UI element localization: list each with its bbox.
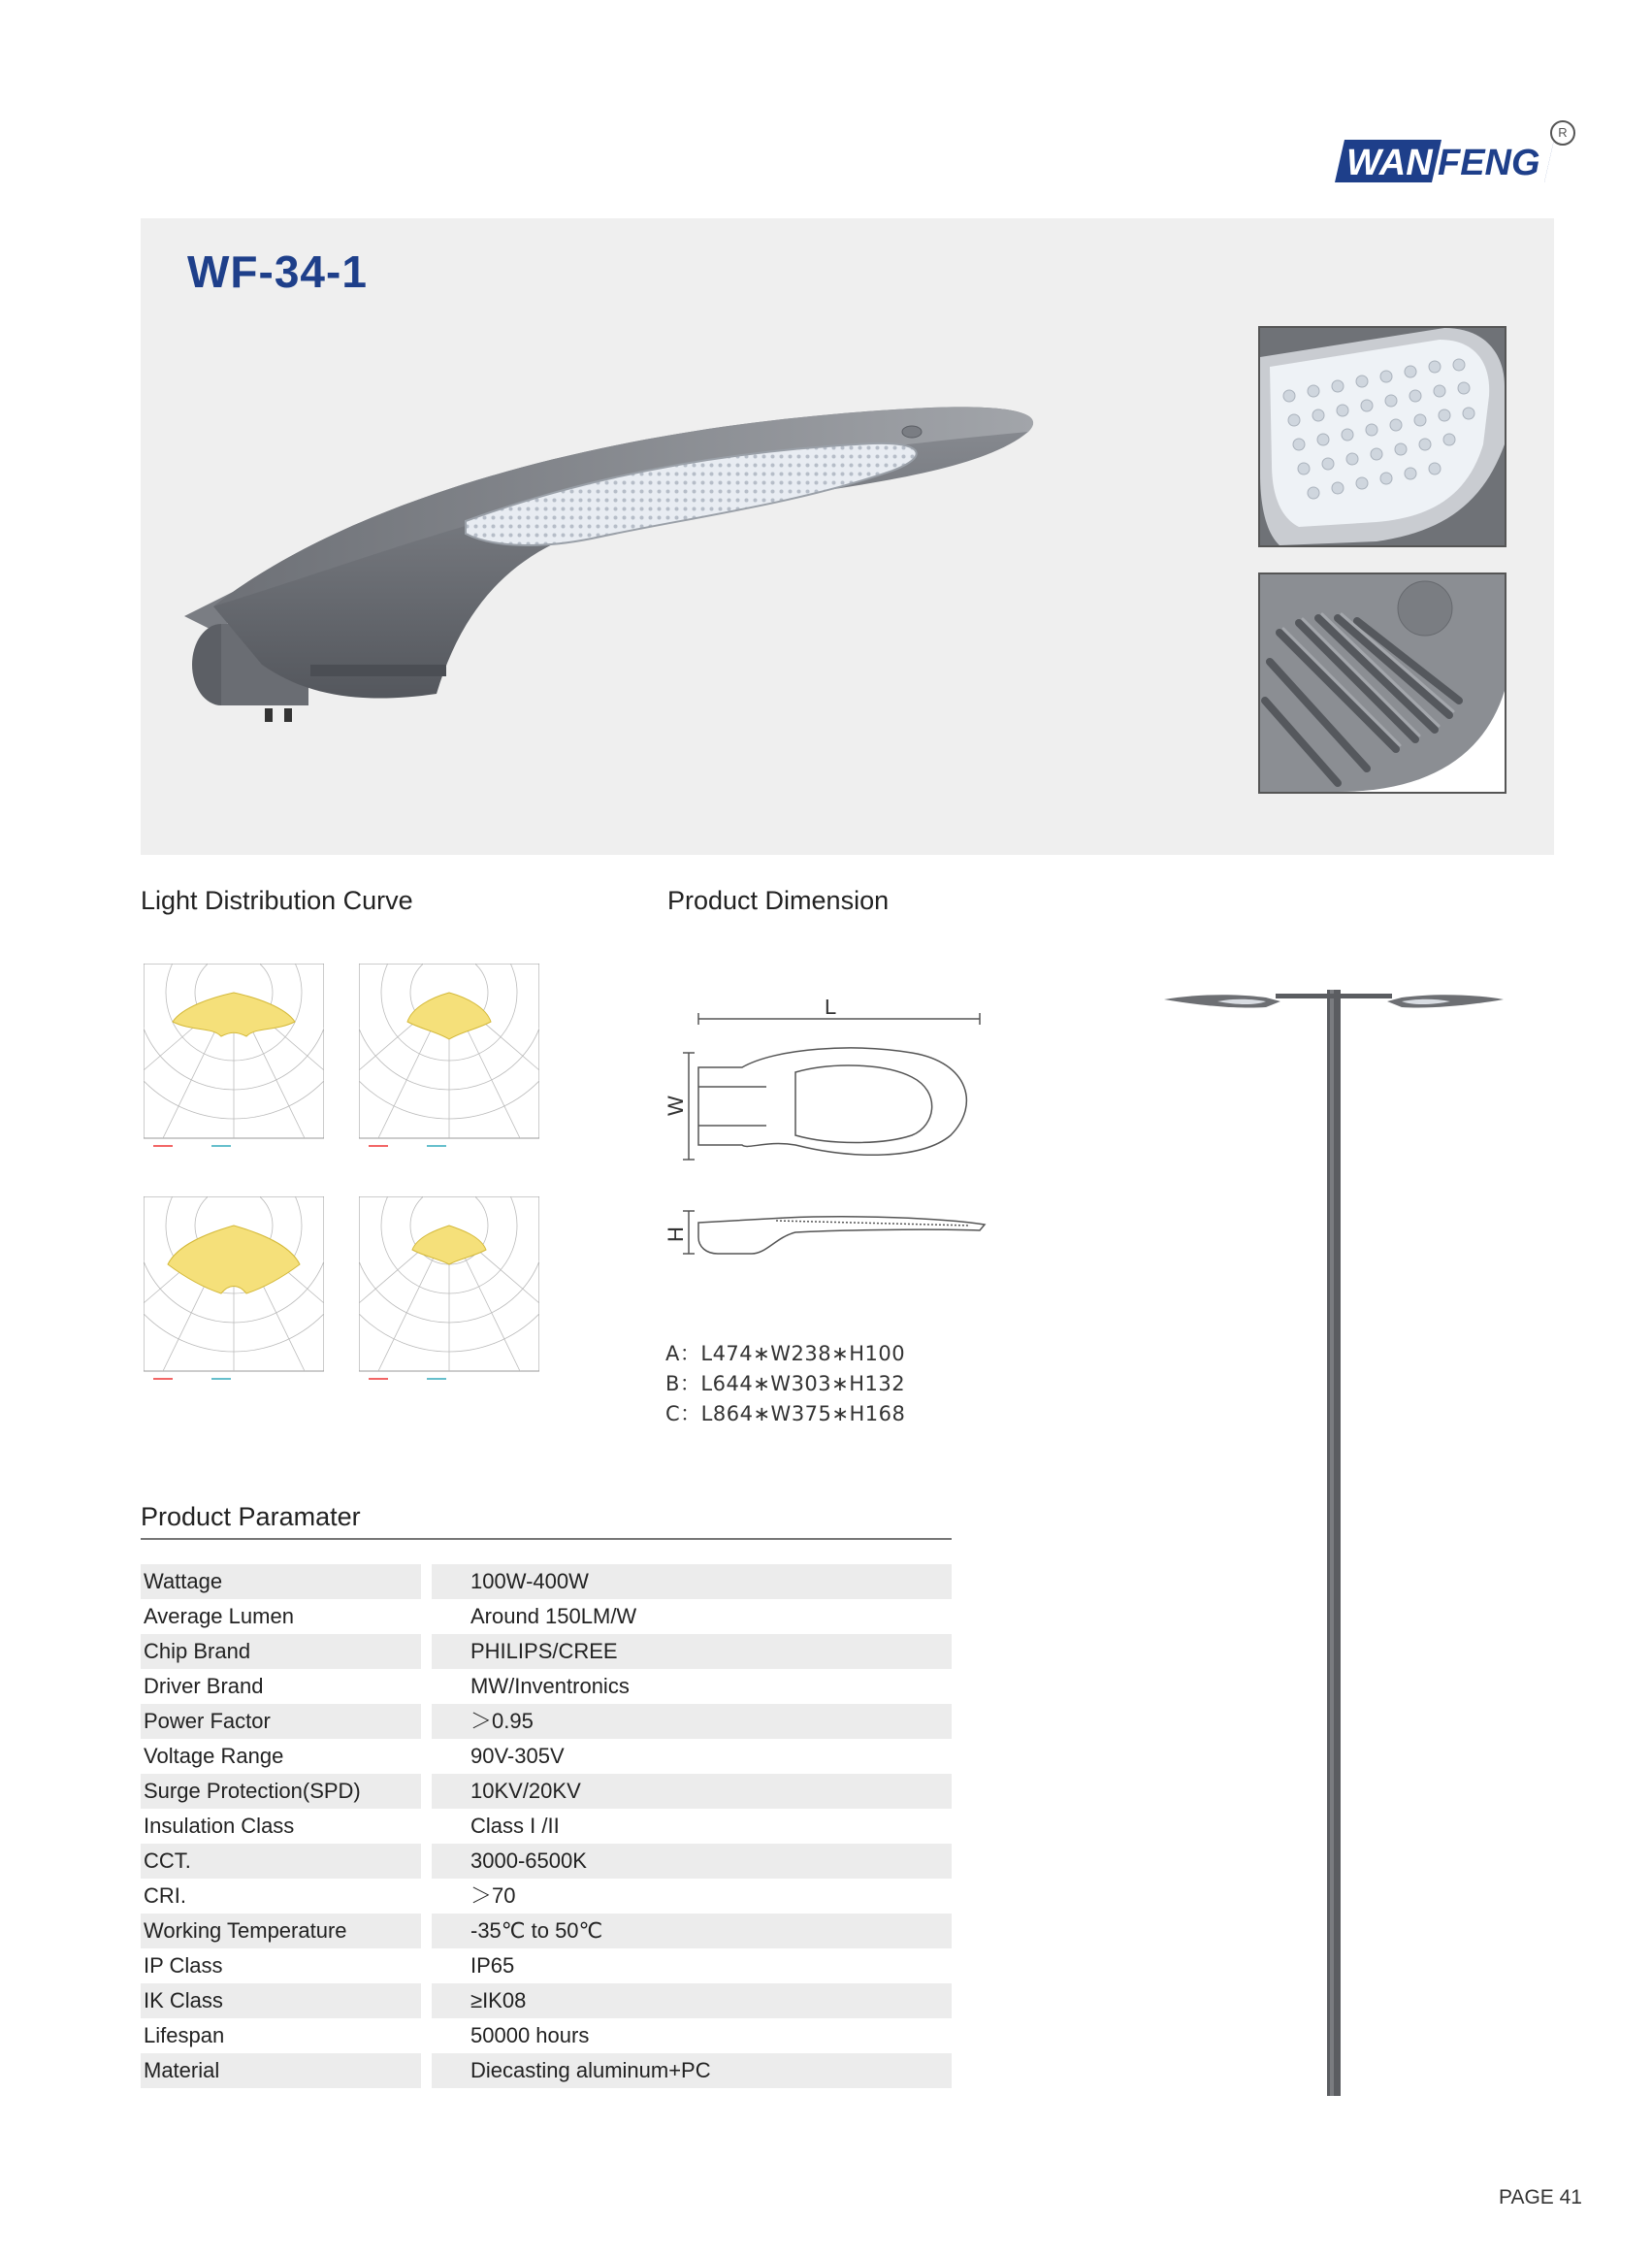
table-row: Wattage 100W-400W [141, 1564, 952, 1599]
table-row: Surge Protection(SPD) 10KV/20KV [141, 1774, 952, 1809]
size-row-c: C：L864∗W375∗H168 [665, 1402, 906, 1425]
size-row-b: B：L644∗W303∗H132 [665, 1372, 906, 1395]
table-row: Chip Brand PHILIPS/CREE [141, 1634, 952, 1669]
table-row: Voltage Range 90V-305V [144, 1744, 565, 1768]
luminaire-image [175, 374, 1203, 723]
model-title: WF-34-1 [187, 246, 368, 297]
polar-chart-3 [144, 1196, 324, 1387]
polar-chart-4 [359, 1196, 539, 1387]
pole-illustration [1159, 980, 1513, 2096]
table-row: Power Factor ＞0.95 [141, 1704, 952, 1739]
polar-chart-2 [359, 964, 539, 1154]
table-row: Average Lumen Around 150LM/W [144, 1604, 637, 1628]
dim-label-W: W [664, 1096, 688, 1116]
table-row: Working Temperature -35℃ to 50℃ [141, 1914, 952, 1948]
polar-chart-1 [144, 964, 324, 1154]
dim-label-H: H [664, 1227, 688, 1242]
table-row: CCT. 3000-6500K [141, 1844, 952, 1879]
table-row: Material Diecasting aluminum+PC [141, 2053, 952, 2088]
table-row: Insulation Class Class I /II [144, 1814, 560, 1838]
led-closeup-image [1258, 326, 1506, 547]
product-dimension-heading: Product Dimension [667, 886, 890, 915]
size-row-a: A：L474∗W238∗H100 [665, 1342, 906, 1365]
table-row: IK Class ≥IK08 [141, 1983, 952, 2018]
table-row: Driver Brand MW/Inventronics [144, 1674, 630, 1698]
parameter-divider [141, 1538, 952, 1540]
wanfeng-logo [1335, 134, 1554, 186]
parameter-table [141, 1564, 952, 2088]
logo-feng: FENG [1438, 143, 1540, 183]
dim-label-L: L [825, 999, 837, 1019]
registered-mark: R [1550, 120, 1575, 146]
page-number: PAGE 41 [1499, 2186, 1582, 2208]
heatsink-closeup-image [1258, 572, 1506, 794]
logo-wan: WAN [1346, 143, 1433, 183]
light-distribution-heading: Light Distribution Curve [141, 886, 413, 915]
hero-panel [141, 218, 1554, 855]
table-row: Lifespan 50000 hours [144, 2023, 590, 2047]
table-row: CRI. ＞70 [144, 1883, 516, 1908]
dimension-drawing [660, 999, 989, 1300]
product-parameter-heading: Product Paramater [141, 1502, 361, 1531]
table-row: IP Class IP65 [144, 1953, 515, 1978]
